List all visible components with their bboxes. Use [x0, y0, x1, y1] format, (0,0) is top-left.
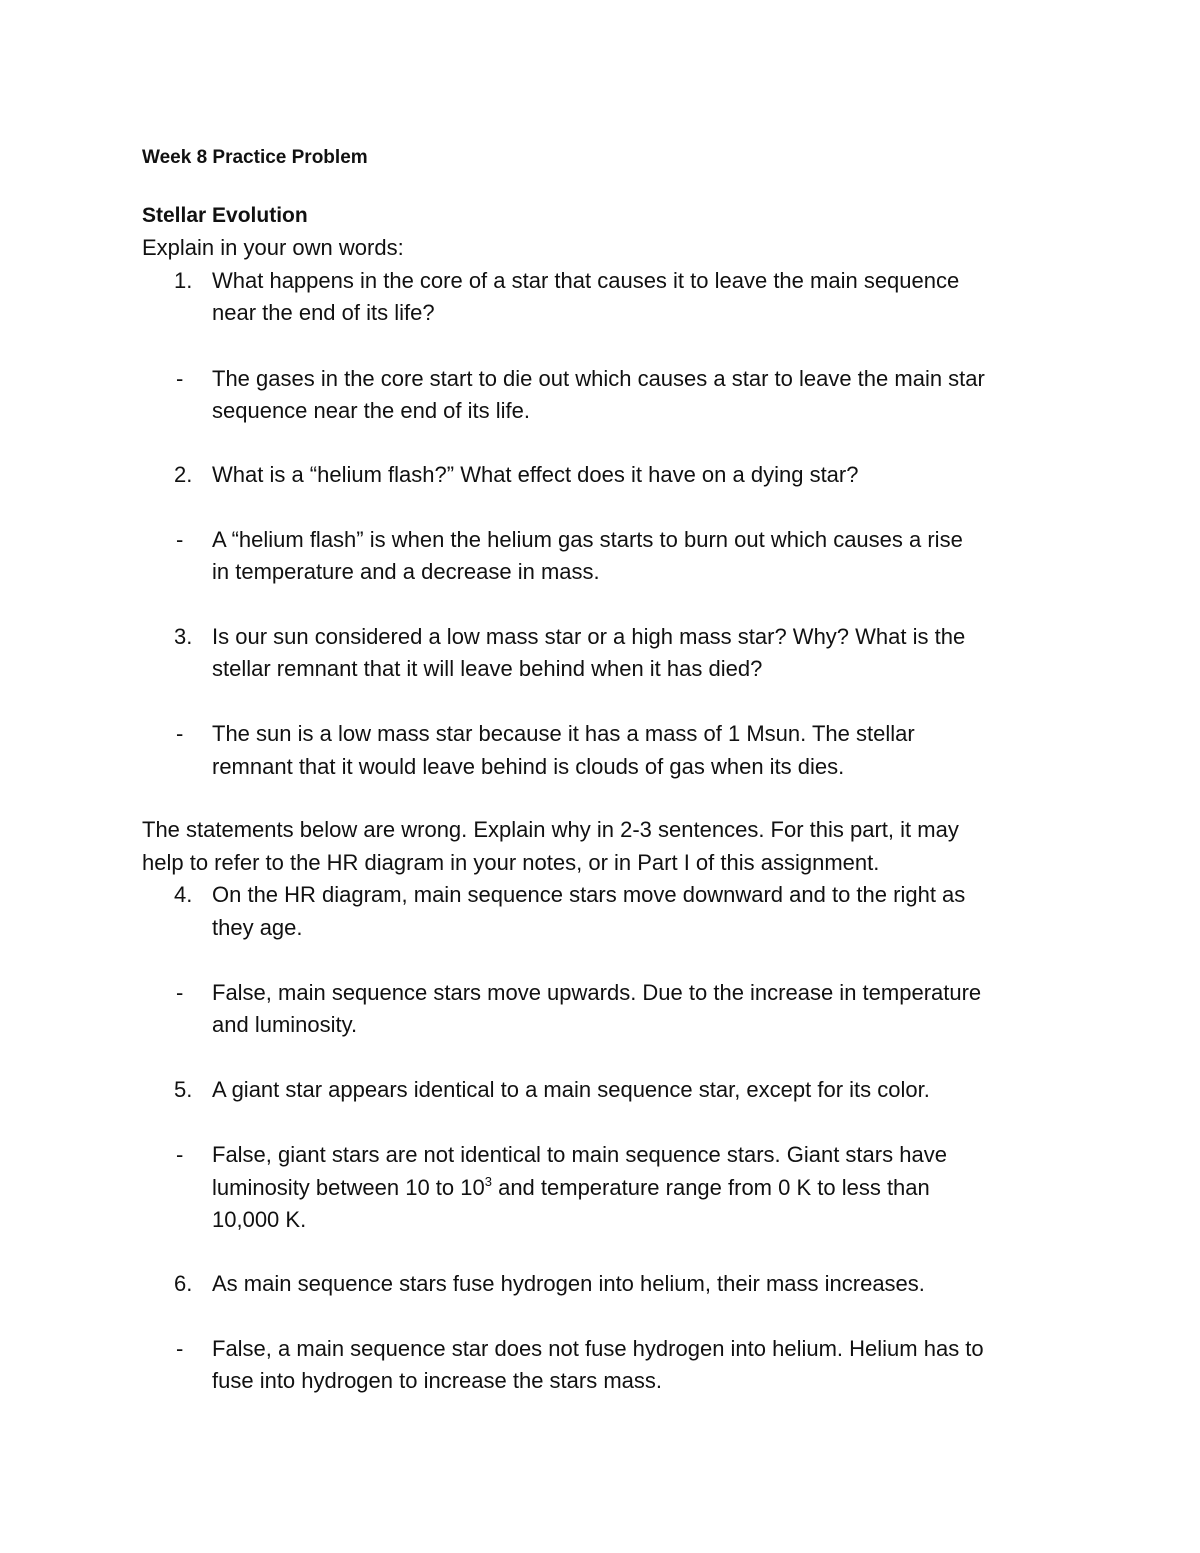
section-title: Stellar Evolution: [142, 204, 308, 227]
answer-text: in temperature and a decrease in mass.: [212, 559, 600, 584]
answer-dash: -: [176, 980, 184, 1005]
answer-text: fuse into hydrogen to increase the stars mass.: [212, 1368, 663, 1393]
part2-intro: The statements below are wrong. Explain why in 2-3 sentences. For this part, it may: [142, 817, 959, 842]
question-text: What is a “helium flash?” What effect does it have on a dying star?: [212, 462, 859, 487]
superscript-exponent: 3: [484, 1174, 492, 1189]
question-number: 3.: [174, 624, 193, 649]
question-number: 6.: [174, 1271, 193, 1296]
week-title: Week 8 Practice Problem: [142, 147, 368, 168]
answer-text: The sun is a low mass star because it has a mass of 1 Msun. The stellar: [212, 721, 915, 746]
answer-text: False, giant stars are not identical to main sequence stars. Giant stars have: [212, 1142, 947, 1167]
question-text: Is our sun considered a low mass star or a high mass star? Why? What is the: [212, 624, 966, 649]
answer-text: [212, 1172, 930, 1204]
question-number: 1.: [174, 268, 193, 293]
question-text: stellar remnant that it will leave behind when it has died?: [212, 656, 763, 681]
answer-dash: -: [176, 1142, 184, 1167]
answer-text: False, a main sequence star does not fuse hydrogen into helium. Helium has to: [212, 1336, 984, 1361]
answer-text-part: luminosity between 10 to 10: [212, 1175, 485, 1200]
question-number: 2.: [174, 462, 193, 487]
part2-intro: help to refer to the HR diagram in your notes, or in Part I of this assignment.: [142, 850, 880, 875]
answer-text: 10,000 K.: [212, 1207, 307, 1232]
answer-text: remnant that it would leave behind is clouds of gas when its dies.: [212, 754, 845, 779]
question-text: As main sequence stars fuse hydrogen into helium, their mass increases.: [212, 1271, 925, 1296]
question-text: they age.: [212, 915, 303, 940]
answer-text: sequence near the end of its life.: [212, 398, 530, 423]
question-number: 5.: [174, 1077, 193, 1102]
answer-text: A “helium flash” is when the helium gas starts to burn out which causes a rise: [212, 527, 963, 552]
answer-text: and luminosity.: [212, 1012, 358, 1037]
question-text: On the HR diagram, main sequence stars move downward and to the right as: [212, 882, 966, 907]
answer-dash: -: [176, 366, 184, 391]
question-text: A giant star appears identical to a main sequence star, except for its color.: [212, 1077, 930, 1102]
question-number: 4.: [174, 882, 193, 907]
answer-text: The gases in the core start to die out which causes a star to leave the main star: [212, 366, 985, 391]
question-text: near the end of its life?: [212, 300, 435, 325]
intro-text: Explain in your own words:: [142, 235, 404, 260]
answer-text: False, main sequence stars move upwards. Due to the increase in temperature: [212, 980, 982, 1005]
answer-dash: -: [176, 1336, 184, 1361]
answer-text-part: and temperature range from 0 K to less than: [491, 1175, 930, 1200]
answer-dash: -: [176, 721, 184, 746]
question-text: What happens in the core of a star that causes it to leave the main sequence: [212, 268, 960, 293]
answer-dash: -: [176, 527, 184, 552]
